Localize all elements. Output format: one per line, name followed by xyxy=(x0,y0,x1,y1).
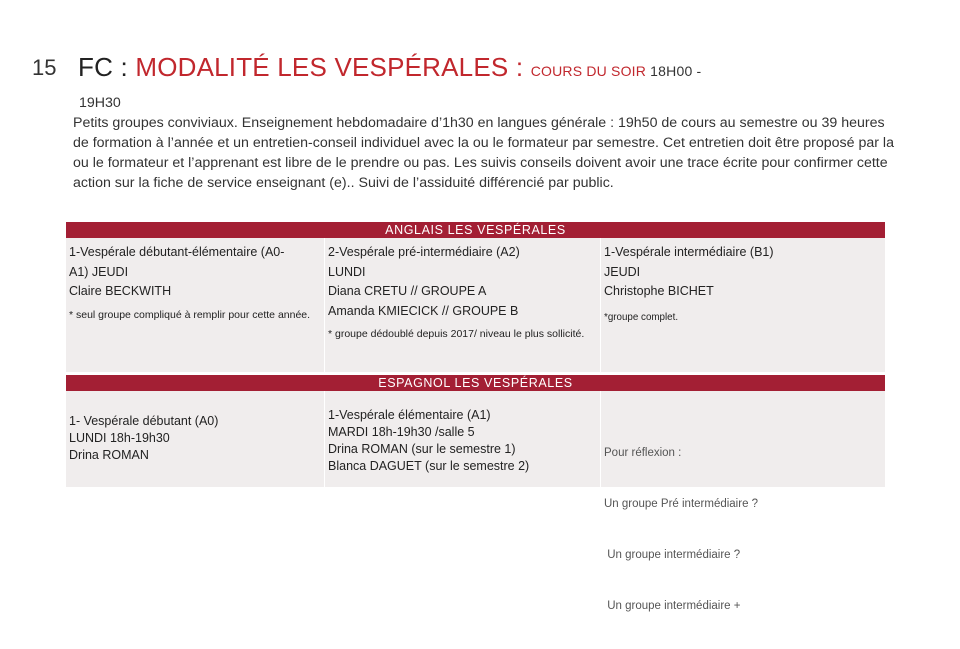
espagnol-c3-line: Pour réflexion : xyxy=(604,447,682,459)
anglais-c1-line: 1-Vespérale débutant-élémentaire (A0- xyxy=(69,245,285,259)
description-first-line: 19H30 xyxy=(79,95,121,111)
anglais-c3-line: 1-Vespérale intermédiaire (B1) xyxy=(604,245,774,259)
anglais-c2-line: 2-Vespérale pré-intermédiaire (A2) xyxy=(328,245,520,259)
espagnol-header: ESPAGNOL LES VESPÉRALES xyxy=(66,375,885,391)
title-subtitle-dark: 18H00 - xyxy=(650,63,702,79)
espagnol-c1-line: Drina ROMAN xyxy=(69,448,149,462)
espagnol-c1-line: LUNDI 18h-19h30 xyxy=(69,431,170,445)
anglais-c3-note: *groupe complet. xyxy=(604,311,679,323)
anglais-table xyxy=(66,238,885,372)
espagnol-cell-1 xyxy=(66,391,325,487)
anglais-c2-line: LUNDI xyxy=(328,264,366,279)
anglais-c1-note: * seul groupe compliqué à remplir pour cette année. xyxy=(69,308,311,321)
anglais-c2-note: * groupe dédoublé depuis 2017/ niveau le plus sollicité. xyxy=(328,328,585,340)
espagnol-c3-line: Un groupe Pré intermédiaire ? xyxy=(604,498,759,510)
description-body: Petits groupes conviviaux. Enseignement hebdomadaire d’1h30 en langues générale : 19h50 de cours au semestre ou 39 heures de formation à l’année et un entretien-conseil individuel avec la ou le formateur par semestre. Cet entretien doit être proposé par la ou le formateur et l’apprenant est libre de le prendre ou pas. Les suivis conseils doivent avoir une trace écrite pour confirmer cette action sur la fiche de service enseignant (e).. Suivi de l’assiduité différencié par public. xyxy=(73,115,894,191)
anglais-c1-line: Claire BECKWITH xyxy=(69,284,172,298)
title-subtitle-red: COURS DU SOIR xyxy=(530,63,651,79)
title-main: MODALITÉ LES VESPÉRALES : xyxy=(135,52,531,82)
espagnol-c1-line: 1- Vespérale débutant (A0) xyxy=(69,414,219,428)
espagnol-c2-line: Drina ROMAN (sur le semestre 1) xyxy=(328,442,516,456)
anglais-cell-1 xyxy=(66,238,325,372)
espagnol-cell-3 xyxy=(601,391,885,612)
slide-number: 15 xyxy=(32,55,57,80)
anglais-c2-line: Diana CRETU // GROUPE A xyxy=(328,284,487,298)
anglais-header: ANGLAIS LES VESPÉRALES xyxy=(66,222,885,238)
slide-title xyxy=(78,52,701,83)
espagnol-table xyxy=(66,391,885,612)
anglais-cell-3 xyxy=(601,238,885,372)
espagnol-c3-line: Un groupe intermédiaire + xyxy=(604,600,741,612)
title-fc: FC : xyxy=(78,52,136,82)
anglais-c2-line: Amanda KMIECICK // GROUPE B xyxy=(328,303,519,318)
anglais-cell-2 xyxy=(325,238,601,372)
espagnol-c2-line: MARDI 18h-19h30 /salle 5 xyxy=(328,425,475,439)
description xyxy=(73,93,903,193)
espagnol-cell-2 xyxy=(325,391,601,487)
espagnol-c3-line: Un groupe intermédiaire ? xyxy=(604,549,741,561)
anglais-c3-line: JEUDI xyxy=(604,264,641,279)
espagnol-c2-line: Blanca DAGUET (sur le semestre 2) xyxy=(328,459,530,473)
espagnol-c2-line: 1-Vespérale élémentaire (A1) xyxy=(328,408,491,422)
anglais-c3-line: Christophe BICHET xyxy=(604,284,714,298)
anglais-c1-line: A1) JEUDI xyxy=(69,264,129,279)
